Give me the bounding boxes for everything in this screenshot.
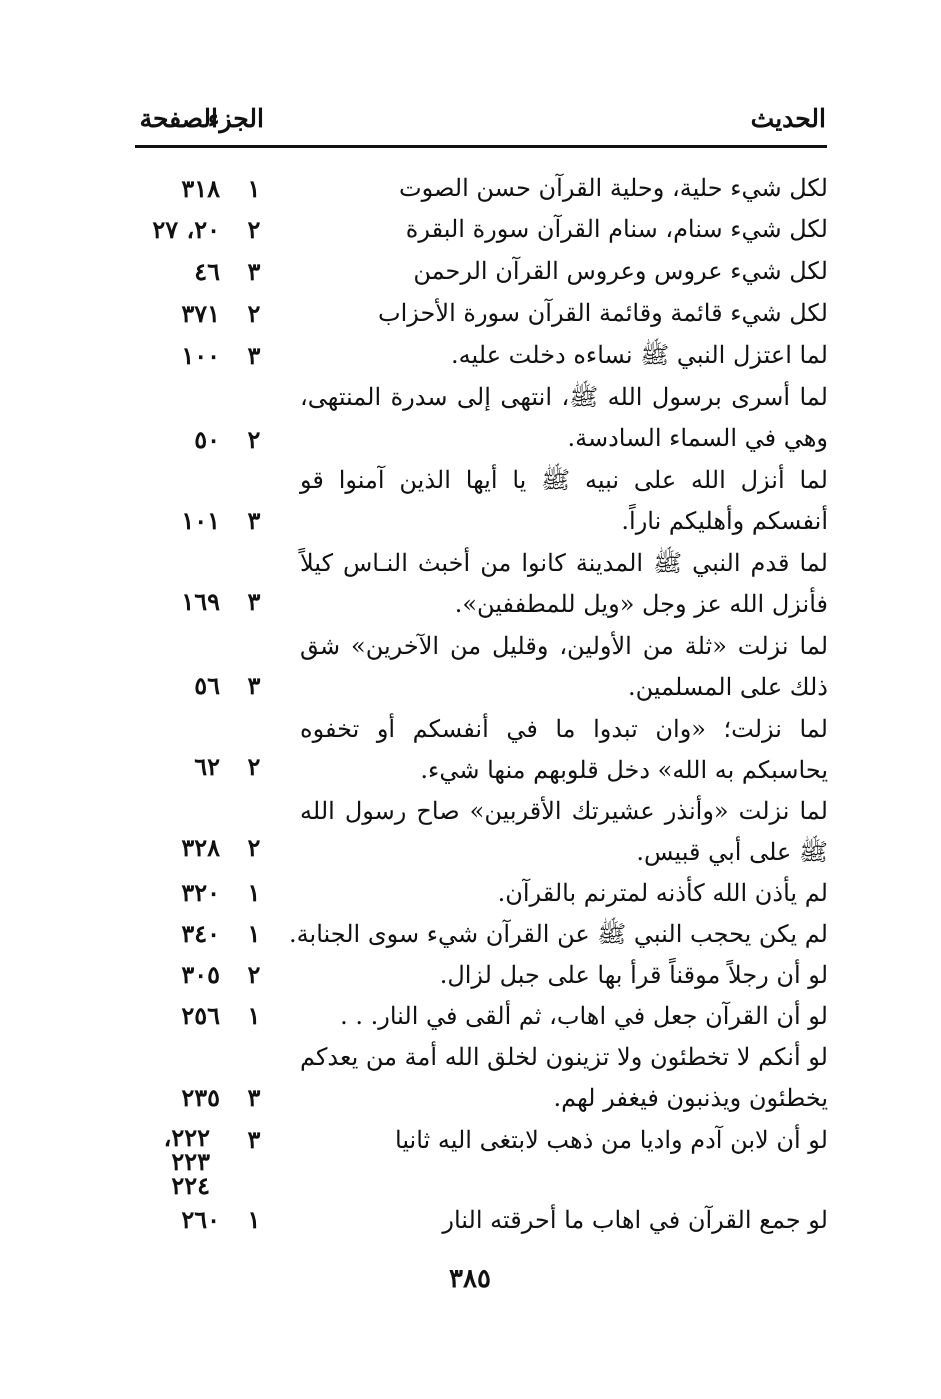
page-number: ٣٤٠ (181, 919, 220, 948)
hadith-text: لما نزلت «ثلة من الأولين، وقليل من الآخرين» شق ذلك على المسلمين. (300, 632, 828, 701)
page-number: ٢٣٥ (181, 1083, 220, 1112)
page-number: ١٠٠ (181, 341, 220, 370)
page-number: ٢٥٦ (181, 1001, 220, 1030)
juz-number: ٣ (247, 257, 261, 286)
juz-number: ١ (247, 174, 261, 203)
page-number: ٢٠، ٢٧ (152, 215, 220, 244)
juz-column-header: الجزء (207, 104, 264, 133)
page-number: ٣٢٨ (181, 833, 220, 862)
page-number: ١٦٩ (181, 587, 220, 616)
hadith-text: لكل شيء عروس وعروس القرآن الرحمن (413, 257, 828, 285)
hadith-column-header: الحديث (750, 104, 826, 133)
page-number-footer: ٣٨٥ (449, 1264, 491, 1294)
page-number: ٣٠٥ (181, 960, 220, 989)
page-number: ٣٧١ (181, 299, 220, 328)
hadith-text: لكل شيء قائمة وقائمة القرآن سورة الأحزاب (378, 299, 828, 327)
hadith-text: لما نزلت «وأنذر عشيرتك الأقربين» صاح رسول الله ﷺ على أبي قبيس. (300, 797, 828, 866)
page-number: ٢٦٠ (181, 1205, 220, 1234)
hadith-text: لو جمع القرآن في اهاب ما أحرقته النار (442, 1206, 828, 1234)
hadith-text: لو أن رجلاً موقناً قرأ بها على جبل لزال. (439, 961, 828, 989)
hadith-text: لو أن القرآن جعل في اهاب، ثم ألقى في النار. . . (340, 1002, 828, 1030)
hadith-text: لما قدم النبي ﷺ المدينة كانوا من أخبث النـاس كيلاً فأنزل الله عز وجل «ويل للمطففين». (300, 549, 828, 618)
juz-number: ٢ (247, 752, 261, 781)
hadith-text: لما أنزل الله على نبيه ﷺ يا أيها الذين آمنوا قو أنفسكم وأهليكم ناراً. (300, 466, 828, 535)
page-number: ٦٢ (194, 752, 220, 781)
hadith-text: لو أن لابن آدم واديا من ذهب لابتغى اليه ثانيا (395, 1126, 828, 1154)
juz-number: ٣ (247, 1083, 261, 1112)
juz-number: ١ (247, 919, 261, 948)
hadith-text: لكل شيء حلية، وحلية القرآن حسن الصوت (399, 174, 828, 202)
page-number: ٥٦ (194, 671, 220, 700)
page-number: ٣١٨ (181, 174, 220, 203)
hadith-text: لم يأذن الله كأذنه لمترنم بالقرآن. (497, 879, 828, 907)
juz-number: ٣ (247, 1125, 261, 1154)
page-column-header: الصفحة (139, 104, 218, 133)
hadith-text: لما أسرى برسول الله ﷺ، انتهى إلى سدرة المنتهى، وهي في السماء السادسة. (300, 383, 828, 452)
juz-number: ٣ (247, 506, 261, 535)
page-number: ٣٢٠ (181, 878, 220, 907)
hadith-text: لم يكن يحجب النبي ﷺ عن القرآن شيء سوى الجنابة. (289, 920, 828, 948)
juz-number: ٢ (247, 833, 261, 862)
juz-number: ١ (247, 1001, 261, 1030)
juz-number: ٣ (247, 587, 261, 616)
juz-number: ٣ (247, 341, 261, 370)
juz-number: ٣ (247, 671, 261, 700)
hadith-text: لكل شيء سنام، سنام القرآن سورة البقرة (405, 215, 828, 243)
hadith-text: لو أنكم لا تخطئون ولا تزينون لخلق الله أمة من يعدكم يخطئون ويذنبون فيغفر لهم. (300, 1043, 828, 1112)
page-number: ٢٢٢، ٢٢٣ ٢٢٤ (163, 1123, 210, 1200)
juz-number: ١ (247, 878, 261, 907)
juz-number: ٢ (247, 215, 261, 244)
juz-number: ٢ (247, 960, 261, 989)
juz-number: ٢ (247, 299, 261, 328)
hadith-text: لما نزلت؛ «وان تبدوا ما في أنفسكم أو تخفوه يحاسبكم به الله» دخل قلوبهم منها شيء. (300, 715, 828, 784)
page-number: ٥٠ (194, 425, 220, 454)
juz-number: ٢ (247, 425, 261, 454)
page-number: ١٠١ (181, 506, 220, 535)
juz-number: ١ (247, 1205, 261, 1234)
hadith-text: لما اعتزل النبي ﷺ نساءه دخلت عليه. (451, 341, 828, 369)
page-number: ٤٦ (194, 257, 220, 286)
header-divider (135, 145, 827, 148)
